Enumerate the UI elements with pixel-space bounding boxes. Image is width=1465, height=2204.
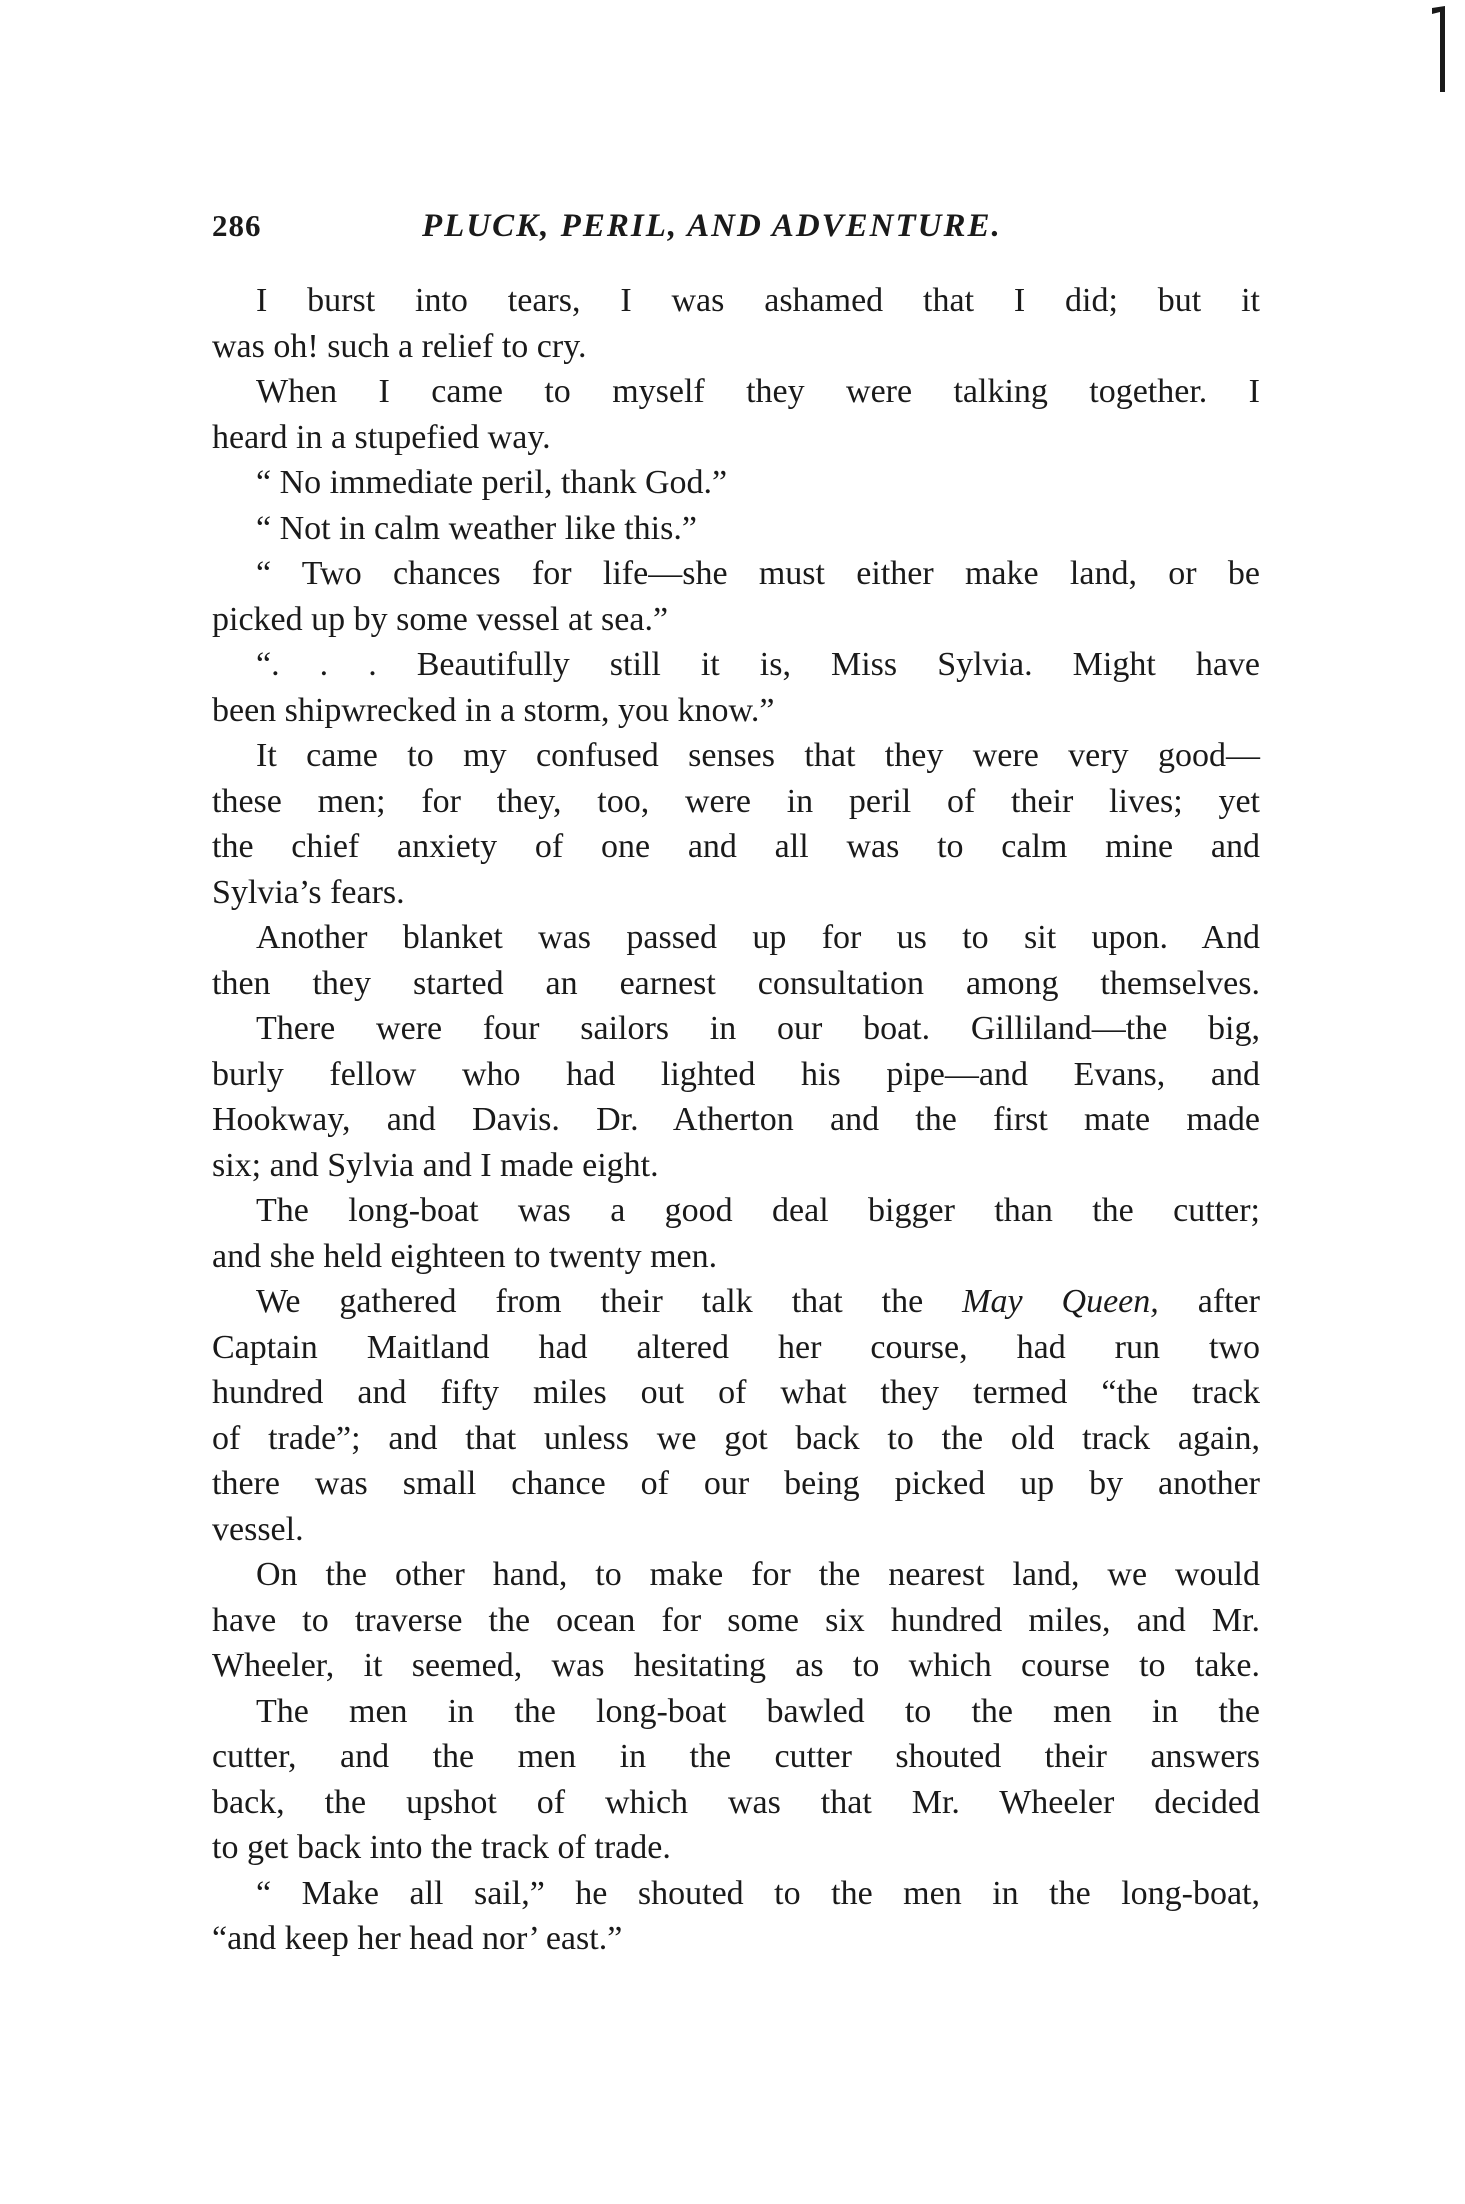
text-line: I burst into tears, I was ashamed that I did; but it bbox=[256, 282, 1260, 319]
running-title: PLUCK, PERIL, AND ADVENTURE. bbox=[422, 208, 1002, 244]
text-line: then they started an earnest consultation among themselves. bbox=[212, 964, 1260, 1002]
text-line: back, the upshot of which was that Mr. Wheeler decided bbox=[212, 1783, 1260, 1821]
text-line: Captain Maitland had altered her course, had run two bbox=[212, 1328, 1260, 1366]
text-line: “ Not in calm weather like this.” bbox=[256, 509, 697, 547]
text-line: and she held eighteen to twenty men. bbox=[212, 1237, 718, 1275]
text-line: six; and Sylvia and I made eight. bbox=[212, 1146, 659, 1184]
text-line: “ No immediate peril, thank God.” bbox=[256, 464, 728, 501]
text-line: there was small chance of our being picked up by another bbox=[212, 1465, 1260, 1502]
text-line: “. . . Beautifully still it is, Miss Sylvia. Might have bbox=[256, 646, 1260, 683]
text-line: cutter, and the men in the cutter shouted their answers bbox=[212, 1738, 1260, 1775]
page-number: 286 bbox=[212, 208, 262, 243]
text-segment: after bbox=[1197, 1283, 1261, 1320]
ship-name: May Queen, bbox=[962, 1283, 1159, 1320]
text-line: Sylvia’s fears. bbox=[212, 873, 405, 911]
text-line: There were four sailors in our boat. Gilliland—the big, bbox=[256, 1010, 1260, 1047]
text-line: “ Make all sail,” he shouted to the men in the long-boat, bbox=[256, 1874, 1260, 1912]
text-line: picked up by some vessel at sea.” bbox=[212, 600, 669, 638]
text-line: these men; for they, too, were in peril of their lives; yet bbox=[212, 782, 1260, 820]
text-line: have to traverse the ocean for some six hundred miles, and Mr. bbox=[212, 1601, 1260, 1639]
page-corner-mark bbox=[1432, 6, 1446, 92]
text-line: Another blanket was passed up for us to sit upon. And bbox=[256, 919, 1260, 956]
text-line: the chief anxiety of one and all was to calm mine and bbox=[212, 828, 1260, 865]
text-line: been shipwrecked in a storm, you know.” bbox=[212, 691, 775, 729]
text-line: of trade”; and that unless we got back to the old track again, bbox=[212, 1419, 1260, 1457]
text-line: burly fellow who had lighted his pipe—and Evans, and bbox=[212, 1055, 1260, 1093]
text-line: “and keep her head nor’ east.” bbox=[212, 1920, 623, 1957]
text-line: It came to my confused senses that they were very good— bbox=[256, 737, 1260, 774]
text-line: Hookway, and Davis. Dr. Atherton and the first mate made bbox=[212, 1101, 1260, 1138]
body-text bbox=[212, 278, 1260, 1962]
text-line: to get back into the track of trade. bbox=[212, 1829, 671, 1866]
text-line: When I came to myself they were talking together. I bbox=[256, 373, 1260, 410]
text-line: On the other hand, to make for the nearest land, we would bbox=[256, 1556, 1260, 1593]
text-segment: We gathered from their talk that the bbox=[256, 1283, 924, 1320]
text-line: The long-boat was a good deal bigger than the cutter; bbox=[256, 1192, 1260, 1229]
text-line bbox=[212, 1279, 1260, 1325]
text-line: was oh! such a relief to cry. bbox=[212, 327, 587, 365]
text-line: The men in the long-boat bawled to the men in the bbox=[256, 1692, 1260, 1730]
text-line: vessel. bbox=[212, 1510, 304, 1548]
text-line: “ Two chances for life—she must either make land, or be bbox=[256, 555, 1260, 592]
text-line: heard in a stupefied way. bbox=[212, 418, 551, 456]
text-line: Wheeler, it seemed, was hesitating as to which course to take. bbox=[212, 1647, 1260, 1684]
text-line: hundred and fifty miles out of what they termed “the track bbox=[212, 1374, 1260, 1411]
page-header bbox=[212, 208, 1262, 268]
